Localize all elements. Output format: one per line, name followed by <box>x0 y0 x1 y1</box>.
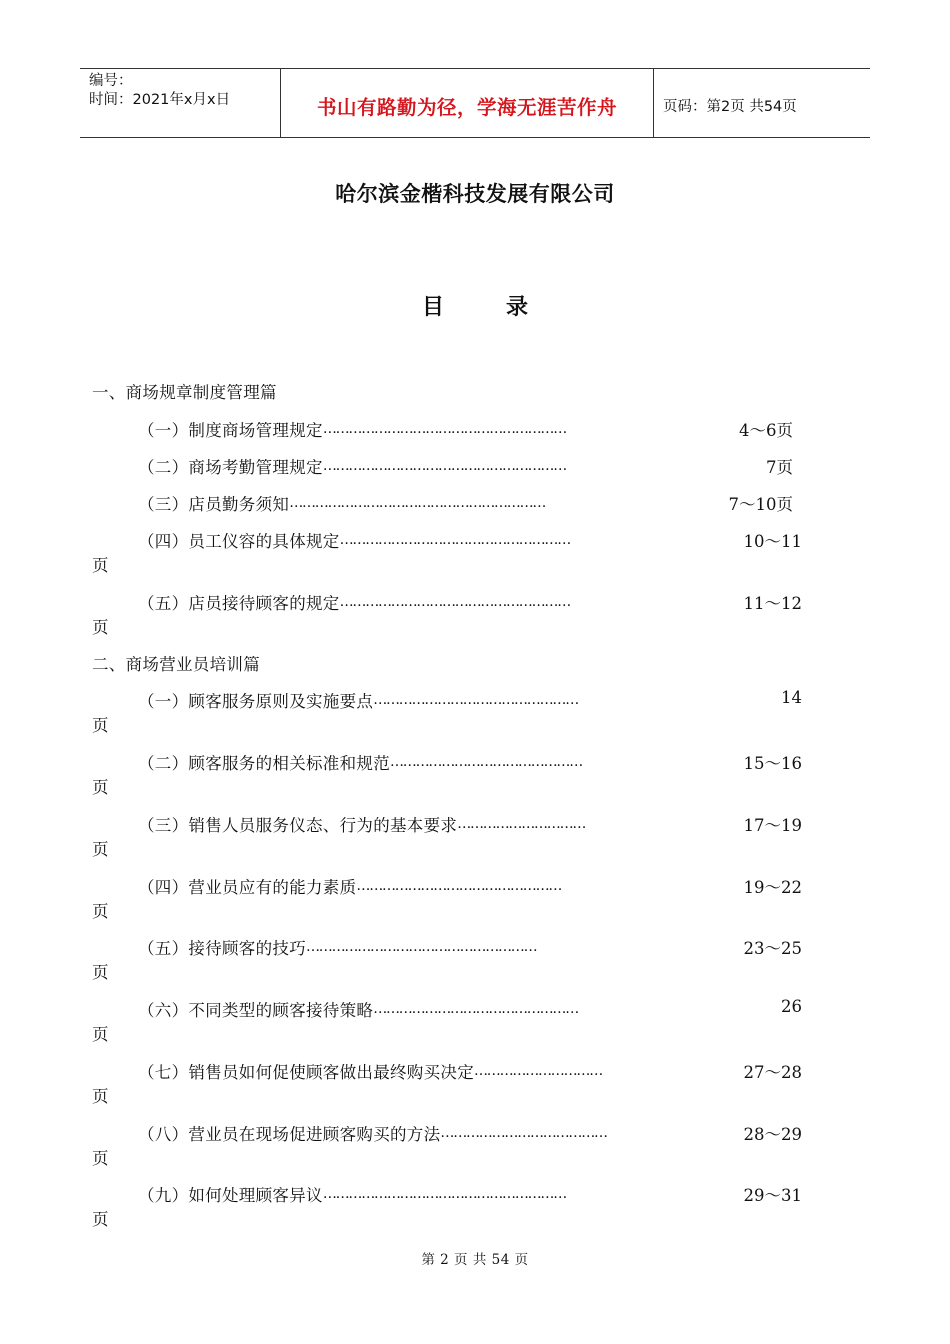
toc-entry-label: （四）营业员应有的能力素质 <box>138 878 357 897</box>
toc-entry-page: 14 <box>781 688 802 707</box>
toc-leader-dots: ………………………………… <box>440 1125 607 1141</box>
toc-entry-page-suffix: 页 <box>92 1087 109 1106</box>
toc-entry[interactable] <box>138 997 578 1021</box>
toc-entry-page: 10～11 <box>743 532 802 551</box>
time-label: 时间：2021年x月x日 <box>89 92 231 108</box>
toc-entry-page-suffix: 页 <box>92 716 109 735</box>
toc-entry[interactable] <box>138 1182 566 1206</box>
toc-entry-page: 15～16 <box>743 754 802 773</box>
toc-entry-page: 7～10页 <box>728 495 793 514</box>
toc-entry-label: （四）员工仪容的具体规定 <box>138 532 340 551</box>
toc-leader-dots: ………………………………………… <box>373 692 579 708</box>
toc-entry-page-suffix: 页 <box>92 1025 109 1044</box>
toc-leader-dots: ………………………………………………… <box>322 1186 567 1202</box>
toc-entry[interactable] <box>138 1121 607 1145</box>
toc-entry-label: （一）顾客服务原则及实施要点 <box>138 692 374 711</box>
header-page-info: 页码：第2页 共54页 <box>663 98 797 115</box>
toc-entry-label: （六）不同类型的顾客接待策略 <box>138 1001 374 1020</box>
toc-entry[interactable] <box>138 491 545 515</box>
toc-entry-page-suffix: 页 <box>92 556 109 575</box>
toc-entry-label: （三）店员勤务须知 <box>138 495 290 514</box>
toc-leader-dots: …………………………………………………… <box>289 495 546 511</box>
toc-title <box>0 290 950 321</box>
page-footer: 第 2 页 共 54 页 <box>421 1252 529 1268</box>
toc-leader-dots: ……………………………………………… <box>306 939 537 955</box>
toc-entry[interactable] <box>138 1059 602 1083</box>
toc-entry-page-suffix: 页 <box>92 1210 109 1229</box>
toc-entry[interactable] <box>138 688 578 712</box>
toc-entry-page-suffix: 页 <box>92 778 109 797</box>
toc-leader-dots: ………………………………………………… <box>322 421 567 437</box>
toc-leader-dots: ……………………………………………… <box>339 594 571 610</box>
toc-entry[interactable] <box>138 935 536 959</box>
toc-entry[interactable] <box>138 417 566 441</box>
header-meta <box>80 69 281 137</box>
toc-leader-dots: ………………………………………………… <box>322 458 567 474</box>
section-heading: 二、商场营业员培训篇 <box>92 655 260 674</box>
toc-entry[interactable] <box>138 750 582 774</box>
toc-entry-page-suffix: 页 <box>92 963 109 982</box>
toc-entry-page: 27～28 <box>743 1063 802 1082</box>
toc-entry-label: （二）顾客服务的相关标准和规范 <box>138 754 390 773</box>
toc-entry[interactable] <box>138 528 570 552</box>
toc-entry-page: 28～29 <box>743 1125 802 1144</box>
toc-entry[interactable] <box>138 454 566 478</box>
toc-entry-label: （八）营业员在现场促进顾客购买的方法 <box>138 1125 441 1144</box>
number-label: 编号： <box>89 73 133 89</box>
toc-entry[interactable] <box>138 590 570 614</box>
toc-leader-dots: ………………………… <box>457 816 586 832</box>
toc-entry-page: 4～6页 <box>739 421 793 440</box>
toc-entry-page-suffix: 页 <box>92 618 109 637</box>
toc-entry-label: （五）店员接待顾客的规定 <box>138 594 340 613</box>
toc-entry-page-suffix: 页 <box>92 1149 109 1168</box>
header-motto: 书山有路勤为径，学海无涯苦作舟 <box>281 69 654 137</box>
toc-entry-page: 11～12 <box>743 594 802 613</box>
document-header <box>80 68 870 138</box>
company-name: 哈尔滨金楷科技发展有限公司 <box>335 182 615 206</box>
toc-entry-page: 7页 <box>766 458 793 477</box>
section-heading: 一、商场规章制度管理篇 <box>92 383 277 402</box>
toc-leader-dots: ……………………………………… <box>390 754 583 770</box>
toc-entry-label: （一）制度商场管理规定 <box>138 421 323 440</box>
toc-entry-page: 26 <box>781 997 802 1016</box>
toc-leader-dots: ………………………………………… <box>356 878 562 894</box>
toc-title-char-1: 目 <box>421 295 444 320</box>
toc-leader-dots: ……………………………………………… <box>339 532 571 548</box>
toc-entry-label: （五）接待顾客的技巧 <box>138 939 306 958</box>
toc-leader-dots: ………………………………………… <box>373 1001 579 1017</box>
toc-entry[interactable] <box>138 874 561 898</box>
toc-leader-dots: ………………………… <box>474 1063 603 1079</box>
toc-entry[interactable] <box>138 812 585 836</box>
toc-entry-page: 19～22 <box>743 878 802 897</box>
toc-entry-label: （三）销售人员服务仪态、行为的基本要求 <box>138 816 458 835</box>
toc-entry-page: 17～19 <box>743 816 802 835</box>
toc-entry-label: （九）如何处理顾客异议 <box>138 1186 323 1205</box>
toc-entry-label: （七）销售员如何促使顾客做出最终购买决定 <box>138 1063 474 1082</box>
toc-entry-page-suffix: 页 <box>92 840 109 859</box>
toc-entry-label: （二）商场考勤管理规定 <box>138 458 323 477</box>
toc-entry-page: 29～31 <box>743 1186 802 1205</box>
toc-entry-page-suffix: 页 <box>92 902 109 921</box>
toc-entry-page: 23～25 <box>743 939 802 958</box>
toc-title-char-2: 录 <box>506 295 529 320</box>
